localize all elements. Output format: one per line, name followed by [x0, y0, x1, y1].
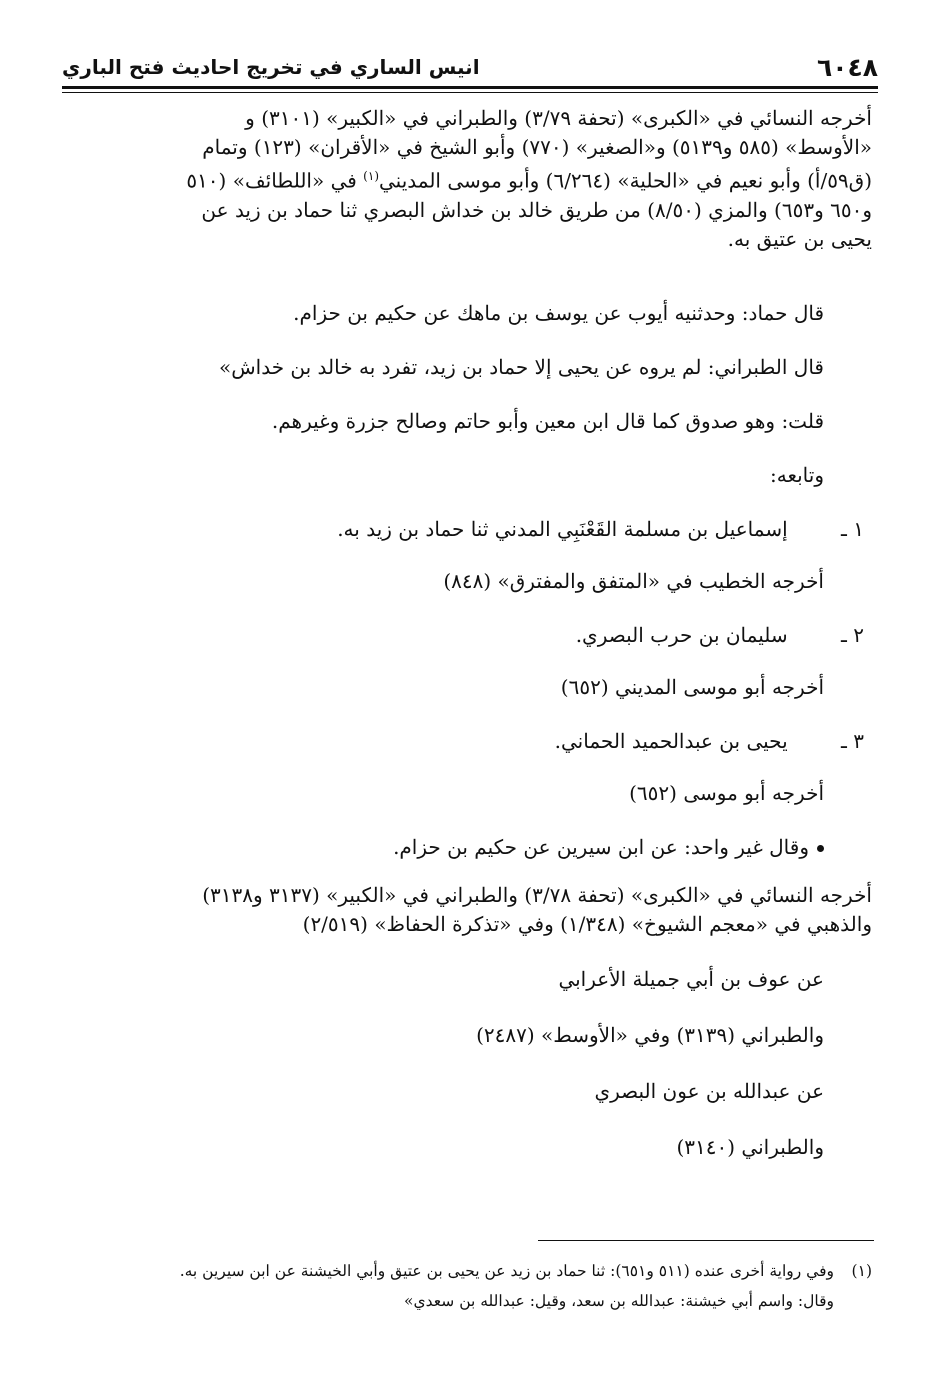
text-line [64, 162, 872, 196]
follower-name: يحيى بن عبدالحميد الحماني. [554, 729, 788, 753]
bullet-statement [64, 833, 872, 881]
hammad-statement: قال حماد: وحدثنيه أيوب عن يوسف بن ماهك عن حكيم بن حزام. [293, 301, 824, 325]
followers-heading: وتابعه: [770, 463, 824, 487]
follower-source: أخرجه الخطيب في «المتفق والمفترق» (٨٤٨) [443, 569, 824, 593]
header-rule [62, 86, 878, 89]
footnote-marker: (١) [851, 1262, 872, 1280]
item-number: ٢ ـ [841, 623, 864, 647]
page-header [62, 44, 878, 90]
bullet-icon [817, 845, 824, 852]
source-line: عن عبدالله بن عون البصري [594, 1079, 824, 1103]
footnote-separator [538, 1240, 874, 1241]
footnote [70, 1256, 872, 1286]
item-number: ١ ـ [841, 517, 864, 541]
footnote-continuation: وقال: واسم أبي خيشنة: عبدالله بن سعد، وقيل: عبدالله بن سعدي» [404, 1292, 834, 1310]
source-line: والطبراني (٣١٣٩) وفي «الأوسط» (٢٤٨٧) [476, 1023, 824, 1047]
follower-source: أخرجه أبو موسى (٦٥٢) [629, 781, 824, 805]
text-line: أخرجه النسائي في «الكبرى» (تحفة ٣/٧٨) والطبراني في «الكبير» (٣١٣٧ و٣١٣٨) [202, 883, 872, 907]
text-segment: في «اللطائف» (٥١٠ [186, 168, 364, 193]
follower-item [64, 515, 872, 567]
follower-name: سليمان بن حرب البصري. [575, 623, 788, 647]
follower-item [64, 621, 872, 673]
text-line: أخرجه النسائي في «الكبرى» (تحفة ٣/٧٩) والطبراني في «الكبير» (٣١٠١) و [245, 106, 872, 130]
text-line: و٦٥٠ و٦٥٣) والمزي (٨/٥٠) من طريق خالد بن خداش البصري ثنا حماد بن زيد عن [201, 197, 872, 222]
source-line: والطبراني (٣١٤٠) [676, 1135, 824, 1159]
author-remark: قلت: وهو صدوق كما قال ابن معين وأبو حاتم وصالح جزرة وغيرهم. [271, 409, 824, 433]
text-line: يحيى بن عتيق به. [727, 226, 872, 251]
footnote-reference[interactable]: (١) [363, 169, 379, 183]
running-title: انيس الساري في تخريج احاديث فتح الباري [62, 55, 480, 79]
text-line: «الأوسط» (٥٨٥ و٥١٣٩) و«الصغير» (٧٧٠) وأبو الشيخ في «الأقران» (١٢٣) وتمام [202, 135, 872, 159]
item-number: ٣ ـ [841, 729, 864, 753]
text-segment: (ق٥٩/أ) وأبو نعيم في «الحلية» (٦/٢٦٤) وأبو موسى المديني [379, 168, 872, 193]
main-text [64, 104, 872, 1189]
intro-paragraph [64, 104, 872, 299]
bullet-text: وقال غير واحد: عن ابن سيرين عن حكيم بن حزام. [393, 835, 809, 859]
source-line: عن عوف بن أبي جميلة الأعرابي [558, 967, 824, 991]
header-rule-thin [62, 92, 878, 93]
text-line: والذهبي في «معجم الشيوخ» (١/٣٤٨) وفي «تذكرة الحفاظ» (٢/٥١٩) [302, 912, 872, 936]
footnote-text: وفي رواية أخرى عنده (٥١١ و٦٥١): ثنا حماد بن زيد عن يحيى بن عتيق وأبي الخيشنة عن ابن سيرين به. [179, 1262, 834, 1280]
follower-name: إسماعيل بن مسلمة القَعْنَبِي المدني ثنا حماد بن زيد به. [337, 517, 788, 541]
page-number: ٦٠٤٨ [816, 52, 878, 82]
second-paragraph [64, 881, 872, 965]
footnotes [70, 1256, 872, 1316]
follower-item [64, 727, 872, 779]
follower-source: أخرجه أبو موسى المديني (٦٥٢) [560, 675, 824, 699]
tabarani-statement: قال الطبراني: لم يروه عن يحيى إلا حماد بن زيد، تفرد به خالد بن خداش» [218, 355, 824, 379]
